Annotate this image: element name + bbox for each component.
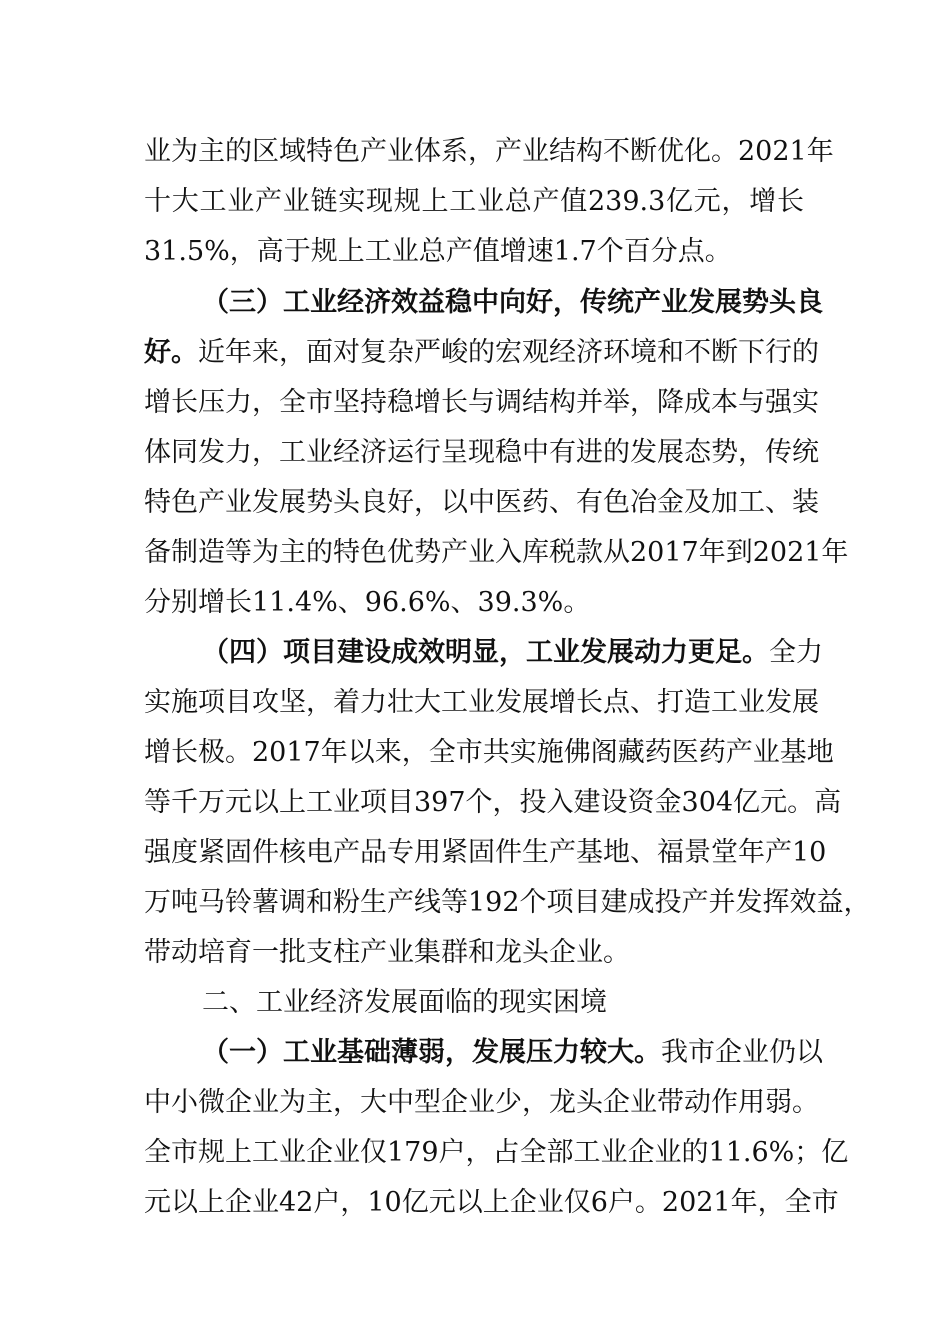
body-line: 增长极。2017年以来，全市共实施佛阁藏药医药产业基地 (144, 737, 834, 768)
body-line: 增长压力，全市坚持稳增长与调结构并举，降成本与强实 (144, 387, 819, 418)
body-line (144, 333, 819, 373)
paragraph-heading-line (202, 1033, 823, 1073)
body-line: 中小微企业为主，大中型企业少，龙头企业带动作用弱。 (144, 1087, 819, 1118)
paragraph-heading: （三）工业经济效益稳中向好，传统产业发展势头良 (202, 287, 823, 318)
body-line: 万吨马铃薯调和粉生产线等192个项目建成投产并发挥效益， (144, 887, 871, 918)
section-heading: 二、工业经济发展面临的现实困境 (202, 987, 607, 1018)
body-text: 全力 (769, 637, 823, 668)
body-line: 特色产业发展势头良好，以中医药、有色冶金及加工、装 (144, 487, 819, 518)
body-line: 全市规上工业企业仅179户，占全部工业企业的11.6%；亿 (144, 1137, 849, 1168)
body-line: 备制造等为主的特色优势产业入库税款从2017年到2021年 (144, 537, 849, 568)
body-text: 我市企业仍以 (661, 1037, 823, 1068)
body-line: 带动培育一批支柱产业集群和龙头企业。 (144, 937, 630, 968)
body-line: 等千万元以上工业项目397个，投入建设资金304亿元。高 (144, 787, 842, 818)
paragraph-heading-line (202, 283, 823, 323)
body-line: 体同发力，工业经济运行呈现稳中有进的发展态势，传统 (144, 437, 819, 468)
body-text: 近年来，面对复杂严峻的宏观经济环境和不断下行的 (198, 337, 819, 368)
body-line: 业为主的区域特色产业体系，产业结构不断优化。2021年 (144, 136, 834, 167)
body-line: 元以上企业42户，10亿元以上企业仅6户。2021年，全市 (144, 1187, 839, 1218)
paragraph-heading: （一）工业基础薄弱，发展压力较大。 (202, 1037, 661, 1068)
body-line: 分别增长11.4%、96.6%、39.3%。 (144, 587, 591, 618)
paragraph-heading: 好。 (144, 337, 198, 368)
body-line: 实施项目攻坚，着力壮大工业发展增长点、打造工业发展 (144, 687, 819, 718)
body-line: 强度紧固件核电产品专用紧固件生产基地、福景堂年产10 (144, 837, 827, 868)
paragraph-heading-line (202, 633, 823, 673)
body-line: 31.5%，高于规上工业总产值增速1.7个百分点。 (144, 236, 732, 267)
paragraph-heading: （四）项目建设成效明显，工业发展动力更足。 (202, 637, 769, 668)
body-line: 十大工业产业链实现规上工业总产值239.3亿元，增长 (144, 186, 804, 217)
